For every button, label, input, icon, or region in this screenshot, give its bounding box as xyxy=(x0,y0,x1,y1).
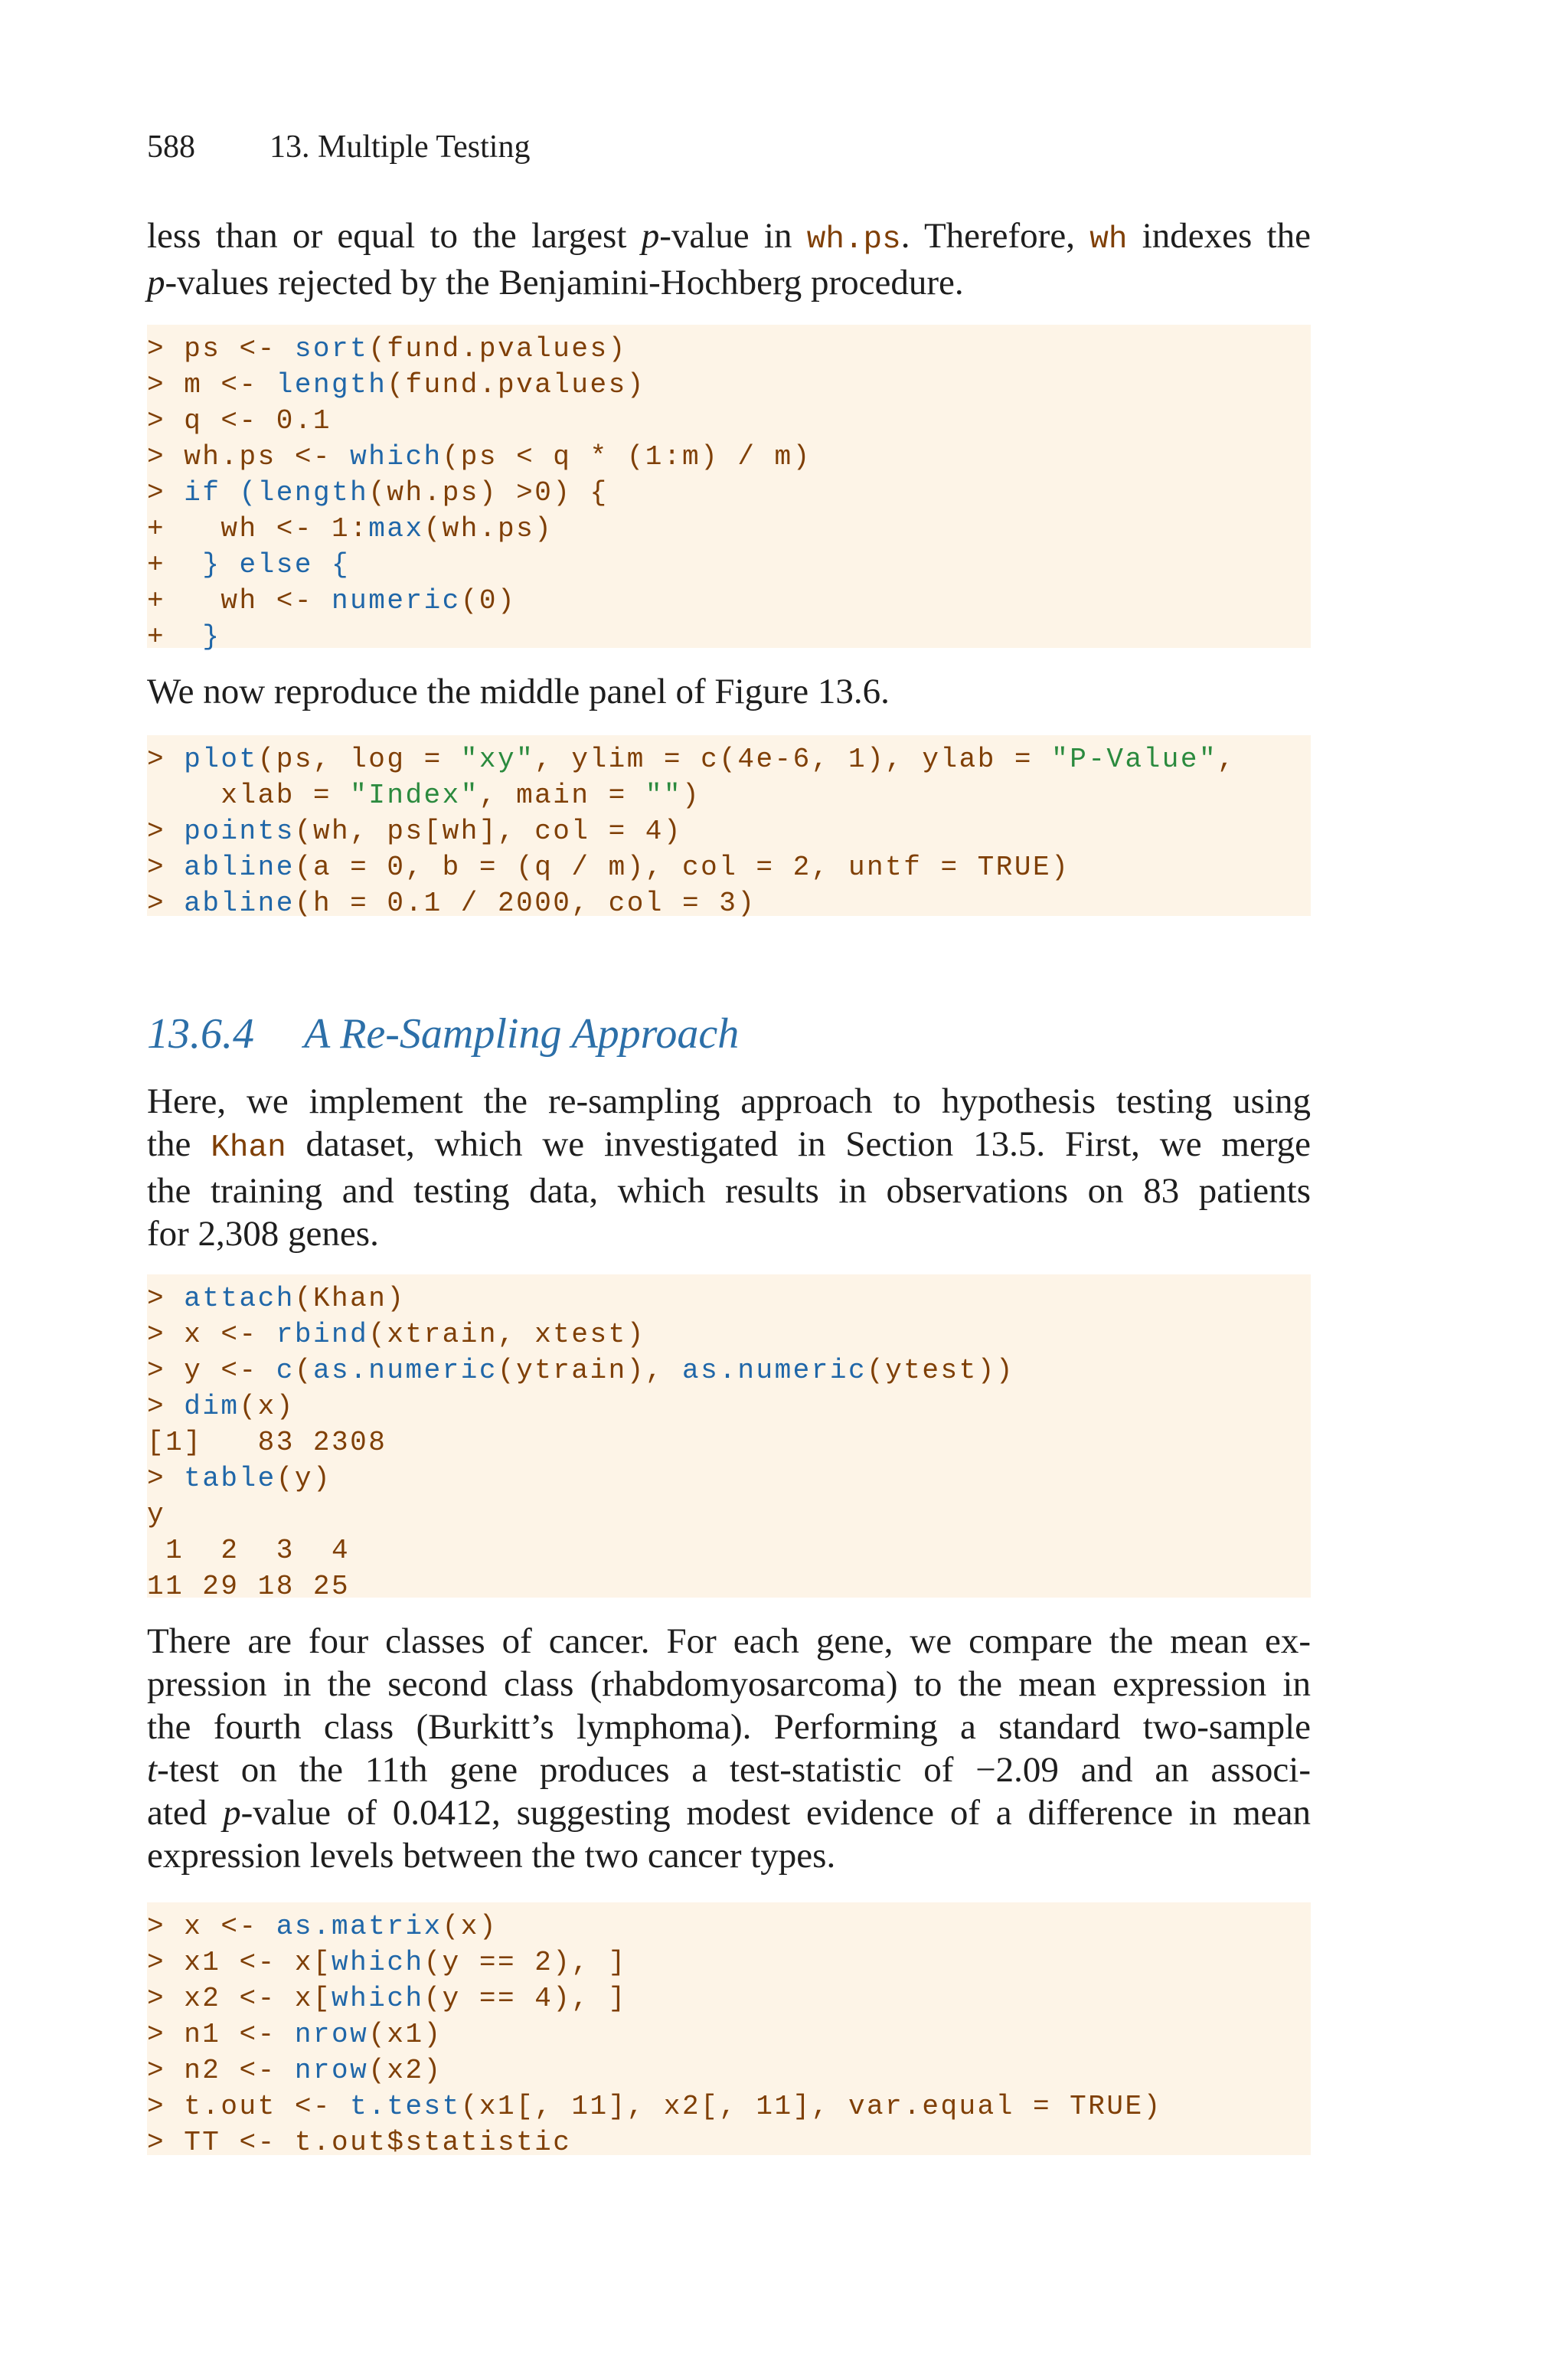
code-line: > plot(ps, log = "xy", ylim = c(4e-6, 1), ylab = "P-Value", xyxy=(147,744,1236,775)
code-line: > x <- as.matrix(x) xyxy=(147,1911,498,1942)
text-line: t-test on the 11th gene produces a test-statistic of −2.09 and an associ- xyxy=(147,1750,1311,1790)
code-line: > x <- rbind(xtrain, xtest) xyxy=(147,1319,645,1350)
code-line: > points(wh, ps[wh], col = 4) xyxy=(147,816,683,847)
code-line: y xyxy=(147,1499,166,1530)
code-line: > if (length(wh.ps) >0) { xyxy=(147,477,609,509)
code-line: + wh <- 1:max(wh.ps) xyxy=(147,513,554,545)
paragraph-resampling-intro xyxy=(147,1080,1311,1255)
code-line: > m <- length(fund.pvalues) xyxy=(147,369,645,401)
code-line: > x2 <- x[which(y == 4), ] xyxy=(147,1983,627,2014)
text-line: There are four classes of cancer. For each gene, we compare the mean ex- xyxy=(147,1621,1311,1661)
code-line: [1] 83 2308 xyxy=(147,1427,387,1458)
code-line: > table(y) xyxy=(147,1463,332,1494)
code-line: > abline(h = 0.1 / 2000, col = 3) xyxy=(147,888,756,919)
text-line: We now reproduce the middle panel of Figure 13.6. xyxy=(147,672,890,711)
paragraph-figure-intro xyxy=(147,670,1311,713)
running-header xyxy=(147,129,530,165)
text-line: less than or equal to the largest p-value in wh.ps. Therefore, wh indexes the xyxy=(147,216,1311,257)
inline-code: Khan xyxy=(211,1130,286,1166)
section-heading xyxy=(147,1009,739,1058)
text-line: Here, we implement the re-sampling approach to hypothesis testing using xyxy=(147,1081,1311,1121)
code-block-bh xyxy=(147,325,1311,653)
section-number: 13.6.4 xyxy=(147,1010,254,1058)
paragraph-ttest xyxy=(147,1620,1311,1877)
text-line: pression in the second class (rhabdomyosarcoma) to the mean expression in xyxy=(147,1664,1311,1704)
code-line: > dim(x) xyxy=(147,1391,295,1422)
paragraph-bh-explanation xyxy=(147,214,1311,304)
text-line: ated p-value of 0.0412, suggesting modest evidence of a difference in mean xyxy=(147,1793,1311,1833)
code-line: > t.out <- t.test(x1[, 11], x2[, 11], var.equal = TRUE) xyxy=(147,2091,1162,2122)
code-block-ttest xyxy=(147,1902,1311,2158)
code-line: > attach(Khan) xyxy=(147,1283,406,1314)
code-line: > abline(a = 0, b = (q / m), col = 2, untf = TRUE) xyxy=(147,852,1070,883)
text-line: the training and testing data, which results in observations on 83 patients xyxy=(147,1171,1311,1211)
code-block-plot xyxy=(147,735,1311,919)
code-line: 1 2 3 4 xyxy=(147,1535,351,1566)
code-line: + } else { xyxy=(147,549,351,581)
code-line: 11 29 18 25 xyxy=(147,1571,351,1602)
code-line: + wh <- numeric(0) xyxy=(147,585,517,617)
chapter-title: 13. Multiple Testing xyxy=(270,129,531,165)
inline-code: wh.ps xyxy=(806,222,901,257)
inline-code: wh xyxy=(1089,222,1128,257)
code-line: > q <- 0.1 xyxy=(147,405,332,437)
code-block-khan xyxy=(147,1274,1311,1602)
text-line: for 2,308 genes. xyxy=(147,1214,379,1254)
code-line: > TT <- t.out$statistic xyxy=(147,2127,572,2158)
code-line: > wh.ps <- which(ps < q * (1:m) / m) xyxy=(147,441,812,473)
text-line: expression levels between the two cancer types. xyxy=(147,1836,836,1876)
text-line: the fourth class (Burkitt’s lymphoma). Performing a standard two-sample xyxy=(147,1707,1311,1747)
code-line: + } xyxy=(147,621,221,653)
text-line: p-values rejected by the Benjamini-Hochberg procedure. xyxy=(147,263,964,303)
code-line: > y <- c(as.numeric(ytrain), as.numeric(ytest)) xyxy=(147,1355,1014,1386)
code-line: xlab = "Index", main = "") xyxy=(147,780,701,811)
code-line: > x1 <- x[which(y == 2), ] xyxy=(147,1947,627,1978)
text-line: the Khan dataset, which we investigated in Section 13.5. First, we merge xyxy=(147,1124,1311,1166)
page-number: 588 xyxy=(147,129,195,165)
code-line: > n1 <- nrow(x1) xyxy=(147,2019,443,2050)
section-title: A Re-Sampling Approach xyxy=(304,1010,740,1058)
code-line: > ps <- sort(fund.pvalues) xyxy=(147,333,627,365)
code-line: > n2 <- nrow(x2) xyxy=(147,2055,443,2086)
